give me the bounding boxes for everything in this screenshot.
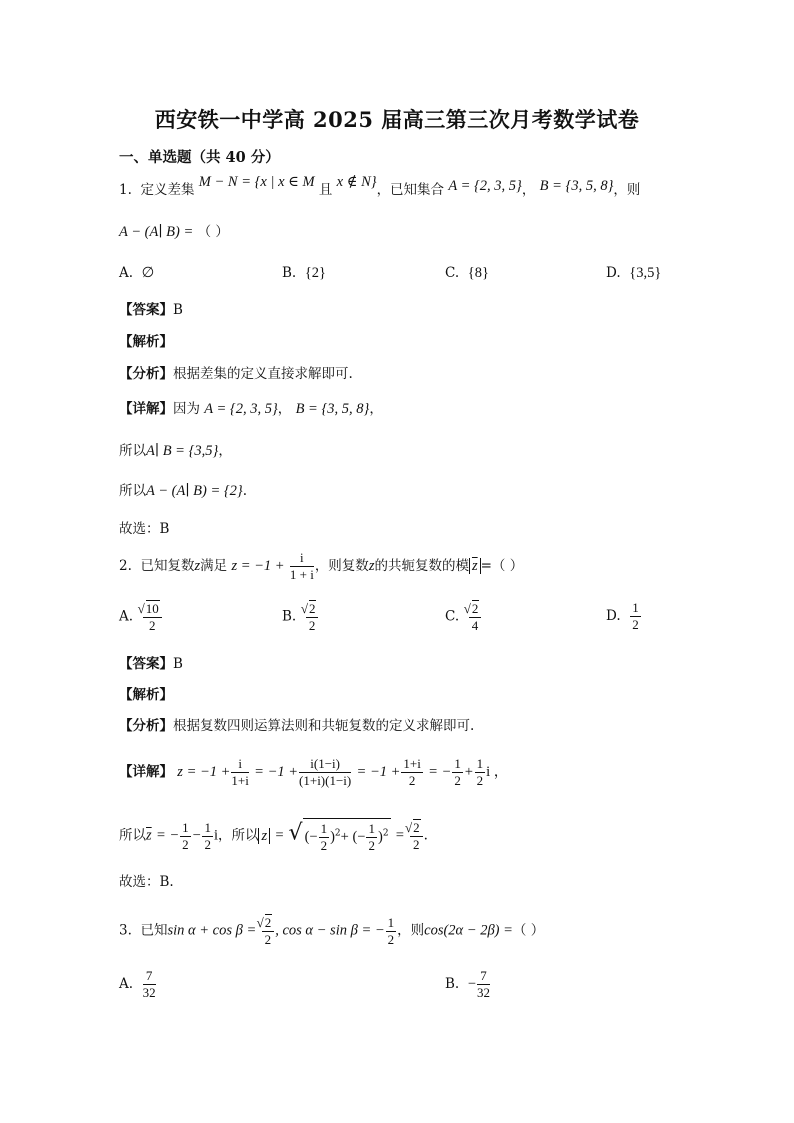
q1-text-b: ，已知集合 bbox=[376, 182, 445, 198]
math-fraction: $\frac{1}{2}$ bbox=[320, 821, 328, 853]
math-part: ) bbox=[330, 829, 335, 845]
math-fraction: $\frac{1}{2}$ bbox=[182, 819, 189, 852]
q1-stem-line1 bbox=[119, 174, 641, 200]
option-fraction: √ $\frac{2}{2}$ bbox=[306, 600, 319, 634]
option-label: D. bbox=[606, 265, 621, 281]
q3-text-a: 已知 bbox=[140, 922, 168, 939]
math-fraction: $\frac{1}{2}$ bbox=[454, 756, 461, 788]
xiangjie-set-b: B = {3, 5, 8} bbox=[295, 401, 370, 417]
option-label: A. bbox=[119, 608, 134, 625]
suoyi-text: 所以 bbox=[119, 827, 146, 844]
fenxi-text: 根据复数四则运算法则和共轭复数的定义求解即可. bbox=[173, 718, 475, 734]
punct: . bbox=[423, 827, 428, 844]
intersection-math: A∣ B = {3,5} bbox=[146, 443, 219, 459]
q2-jiexi: 【解析】 bbox=[119, 687, 173, 703]
xiangjie-comma: ， bbox=[277, 401, 292, 417]
radicand bbox=[303, 818, 391, 854]
superscript: 2 bbox=[334, 828, 341, 839]
result-math: A − (A∣ B) = {2} bbox=[146, 483, 243, 499]
q1-jiexi: 【解析】 bbox=[119, 334, 173, 350]
q2-conclusion bbox=[119, 818, 428, 854]
q1-paren: （ ） bbox=[197, 224, 229, 240]
q2-text-e: =（ ） bbox=[480, 558, 524, 574]
q1-answer bbox=[119, 300, 183, 320]
answer-value: B bbox=[173, 302, 183, 318]
math-part: cos(2α − 2β) = bbox=[424, 922, 513, 939]
q2-option-b bbox=[282, 600, 319, 634]
option-label: B. bbox=[282, 265, 297, 281]
q3-paren: （ ） bbox=[512, 922, 545, 939]
option-value: {3,5} bbox=[629, 265, 662, 281]
option-label: A. bbox=[119, 265, 134, 281]
math-part: , cos α − sin β = − bbox=[275, 922, 385, 939]
fenxi-tag: 【分析】 bbox=[119, 366, 173, 382]
option-value: {8} bbox=[467, 265, 489, 281]
q1-set-b: B = {3, 5, 8} bbox=[539, 178, 614, 194]
page-title: 西安铁一中学高 2025 届高三第三次月考数学试卷 bbox=[154, 107, 640, 132]
math-fraction: $\frac{i(1-i)}{(1+i)(1-i)}$ bbox=[299, 756, 352, 788]
math-fraction: $\frac{1}{2}$ bbox=[476, 756, 484, 788]
xiangjie-set-a: A = {2, 3, 5} bbox=[204, 401, 278, 417]
z-bar: $\overline{z}$ bbox=[146, 827, 152, 844]
option-value: {2} bbox=[304, 265, 326, 281]
q1-expr: A − (A∣ B) = bbox=[119, 224, 194, 240]
math-part: i ， bbox=[486, 764, 509, 780]
punct: . bbox=[242, 483, 248, 499]
q1-option-a bbox=[119, 263, 154, 283]
option-fraction: $\frac{7}{32}$ bbox=[142, 968, 156, 1000]
suoyi-text: 所以 bbox=[119, 443, 146, 459]
z-modulus: z bbox=[258, 828, 270, 844]
suoyi-text: ，所以 bbox=[217, 827, 259, 844]
xiangjie-text: 因为 bbox=[173, 401, 200, 417]
option-fraction: √ $\frac{2}{4}$ bbox=[469, 600, 482, 634]
q1-option-c bbox=[445, 263, 489, 283]
q1-text-c: ，则 bbox=[613, 182, 641, 198]
math-part: sin α + cos β = bbox=[167, 922, 257, 939]
q3-stem bbox=[119, 914, 544, 948]
q2-fraction: $\frac{i}{1 + i}$ bbox=[289, 550, 314, 582]
q1-set-a: A = {2, 3, 5} bbox=[448, 178, 522, 194]
q2-z: z bbox=[368, 558, 375, 574]
q1-option-d bbox=[606, 263, 661, 283]
math-fraction: $\frac{1+i}{2}$ bbox=[403, 756, 421, 788]
q2-text-a: 已知复数 bbox=[140, 558, 195, 574]
math-part: = bbox=[394, 827, 405, 844]
math-part: = − bbox=[428, 764, 452, 780]
q1-cond: x ∉ N} bbox=[336, 174, 377, 190]
answer-value: B bbox=[173, 656, 183, 672]
option-fraction: √ $\frac{10}{2}$ bbox=[143, 600, 162, 634]
q2-answer bbox=[119, 654, 183, 674]
q1-result bbox=[119, 481, 247, 501]
q2-stem bbox=[119, 550, 523, 583]
option-fraction: $\frac{1}{2}$ bbox=[632, 600, 639, 632]
option-label: B. bbox=[282, 608, 297, 625]
q1-stem-line2 bbox=[119, 222, 229, 242]
q2-text-c: ，则复数 bbox=[314, 558, 369, 574]
radical-sign: √ bbox=[288, 820, 303, 846]
section-heading: 一、单选题（共 40 分） bbox=[119, 149, 280, 166]
q2-text-b: 满足 bbox=[200, 558, 228, 574]
math-fraction: $\frac{1}{2}$ bbox=[387, 914, 395, 947]
q2-option-d bbox=[606, 600, 642, 633]
q1-xiangjie bbox=[119, 399, 383, 419]
option-sign: − bbox=[467, 976, 476, 992]
option-label: C. bbox=[445, 608, 460, 625]
q1-comma: ， bbox=[521, 182, 536, 198]
suoyi-text: 所以 bbox=[119, 483, 146, 499]
math-part: − bbox=[191, 827, 202, 844]
xiangjie-tag: 【详解】 bbox=[119, 401, 173, 417]
math-part: = − bbox=[155, 827, 180, 844]
answer-tag: 【答案】 bbox=[119, 302, 173, 318]
math-fraction: √ $\frac{2}{2}$ bbox=[410, 819, 423, 853]
fenxi-tag: 【分析】 bbox=[119, 718, 173, 734]
q1-guxuan: 故选：B bbox=[119, 521, 170, 537]
option-label: C. bbox=[445, 265, 460, 281]
math-part: i bbox=[213, 827, 218, 844]
q1-def-math: M − N = {x | x ∈ M bbox=[198, 174, 315, 190]
q2-option-a bbox=[119, 600, 163, 634]
math-part: = −1 + bbox=[254, 764, 299, 780]
fenxi-text: 根据差集的定义直接求解即可. bbox=[173, 366, 353, 382]
xiangjie-end: ， bbox=[369, 401, 383, 417]
q2-text-d: 的共轭复数的模 bbox=[374, 558, 469, 574]
math-fraction: √ $\frac{2}{2}$ bbox=[262, 914, 275, 948]
math-part: (− bbox=[304, 829, 318, 845]
math-part: + (− bbox=[340, 829, 366, 845]
q2-option-c bbox=[445, 600, 482, 634]
superscript: 2 bbox=[382, 828, 389, 839]
q1-intersection bbox=[119, 441, 232, 461]
q1-option-b bbox=[282, 263, 326, 283]
q1-number: 1. bbox=[119, 182, 132, 198]
q3-option-a bbox=[119, 968, 157, 1001]
math-part: + bbox=[463, 764, 474, 780]
option-label: A. bbox=[119, 976, 134, 992]
q2-number: 2. bbox=[119, 558, 132, 574]
math-fraction: $\frac{1}{2}$ bbox=[204, 819, 211, 852]
math-part: z = −1 + bbox=[177, 764, 231, 780]
q2-z: z bbox=[194, 558, 201, 574]
q2-guxuan: 故选：B. bbox=[119, 874, 174, 890]
q3-number: 3. bbox=[119, 922, 132, 939]
option-value: ∅ bbox=[141, 265, 155, 281]
math-part: = bbox=[274, 827, 285, 844]
q1-text-a: 定义差集 bbox=[140, 182, 195, 198]
math-fraction: $\frac{i}{1+i}$ bbox=[231, 756, 249, 788]
q3-text-b: ，则 bbox=[397, 922, 425, 939]
q1-and: 且 bbox=[318, 182, 333, 198]
math-fraction: $\frac{1}{2}$ bbox=[368, 821, 375, 853]
q2-fenxi bbox=[119, 716, 474, 736]
math-part: ) bbox=[377, 829, 383, 845]
xiangjie-tag: 【详解】 bbox=[119, 764, 173, 780]
option-label: D. bbox=[606, 608, 621, 624]
answer-tag: 【答案】 bbox=[119, 656, 173, 672]
punct: ， bbox=[218, 443, 232, 459]
math-part: = −1 + bbox=[356, 764, 401, 780]
q2-xiangjie bbox=[119, 756, 508, 789]
q2-modulus: $\overline{z}$ bbox=[469, 558, 481, 574]
q3-option-b bbox=[445, 968, 491, 1001]
option-label: B. bbox=[445, 976, 460, 992]
q2-eq-left: z = −1 + bbox=[231, 558, 285, 574]
q1-fenxi bbox=[119, 364, 353, 384]
option-fraction: $\frac{7}{32}$ bbox=[477, 968, 490, 1000]
